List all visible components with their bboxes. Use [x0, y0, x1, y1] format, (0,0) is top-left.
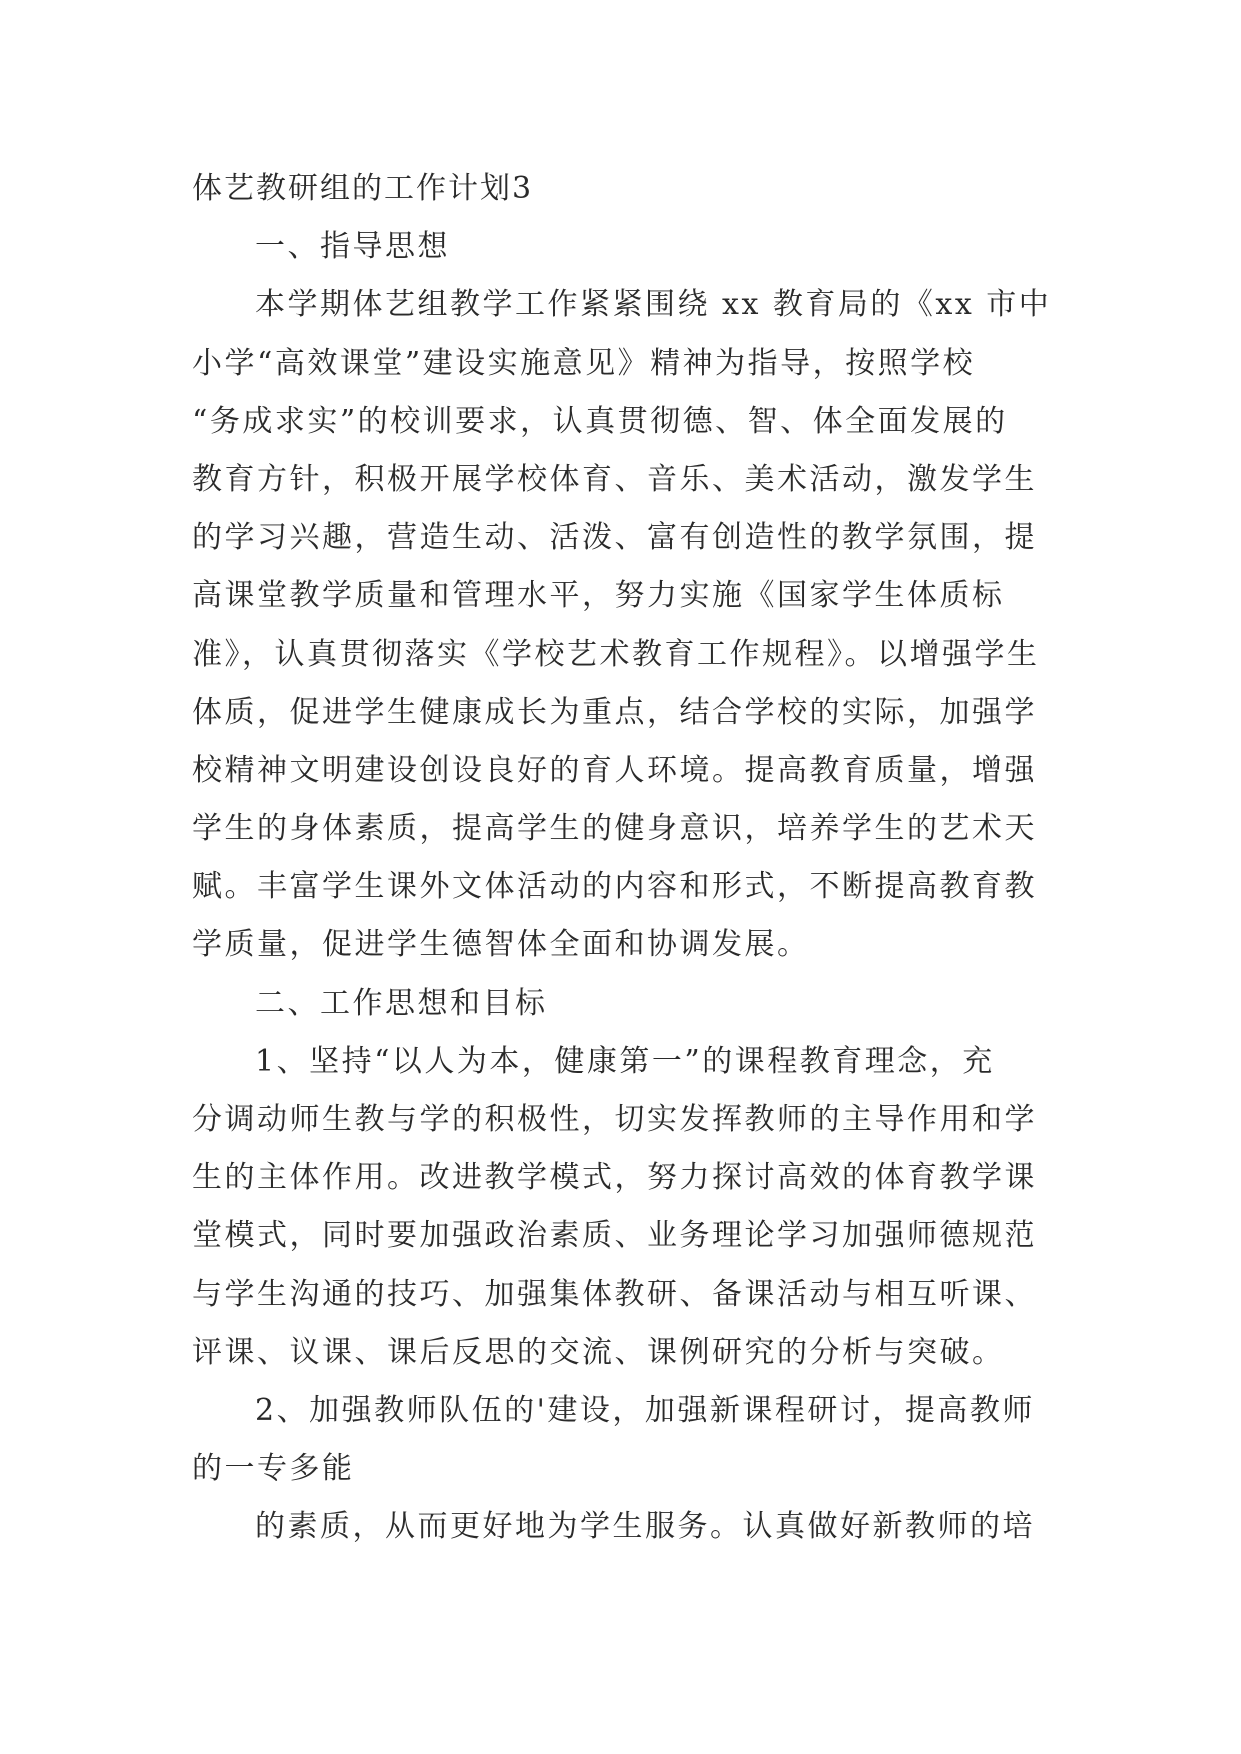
paragraph-line: 的素质，从而更好地为学生服务。认真做好新教师的培 [255, 1509, 1035, 1545]
section-heading-work-goals: 二、工作思想和目标 [255, 985, 548, 1021]
paragraph-line: 的一专多能 [192, 1451, 355, 1487]
paragraph-line: 赋。丰富学生课外文体活动的内容和形式，不断提高教育教 [192, 869, 1037, 905]
paragraph-line: 校精神文明建设创设良好的育人环境。提高教育质量，增强 [192, 752, 1037, 788]
paragraph-line: 的学习兴趣，营造生动、活泼、富有创造性的教学氛围，提 [192, 520, 1037, 556]
paragraph-line: 小学“高效课堂”建设实施意见》精神为指导，按照学校 [192, 345, 976, 381]
paragraph-line: 准》，认真贯彻落实《学校艺术教育工作规程》。以增强学生 [192, 636, 1040, 672]
paragraph-line: 1、坚持“以人为本，健康第一”的课程教育理念，充 [255, 1043, 995, 1079]
paragraph-line: 分调动师生教与学的积极性，切实发挥教师的主导作用和学 [192, 1102, 1037, 1137]
paragraph-line: 生的主体作用。改进教学模式，努力探讨高效的体育教学课 [192, 1160, 1037, 1196]
paragraph-line: 学质量，促进学生德智体全面和协调发展。 [192, 927, 810, 963]
document-title: 体艺教研组的工作计划3 [192, 171, 534, 206]
document-body [192, 160, 1052, 1557]
paragraph-line: 学生的身体素质，提高学生的健身意识，培养学生的艺术天 [192, 811, 1037, 847]
paragraph-line: 高课堂教学质量和管理水平，努力实施《国家学生体质标 [192, 578, 1005, 614]
paragraph-line: 2、加强教师队伍的'建设，加强新课程研讨，提高教师 [255, 1392, 1035, 1428]
paragraph-line: 体质，促进学生健康成长为重点，结合学校的实际，加强学 [192, 694, 1037, 730]
section-heading-guiding-ideology: 一、指导思想 [255, 229, 450, 265]
paragraph-line: 评课、议课、课后反思的交流、课例研究的分析与突破。 [192, 1334, 1005, 1370]
paragraph-line: 堂模式，同时要加强政治素质、业务理论学习加强师德规范 [192, 1218, 1037, 1254]
paragraph-line: 与学生沟通的技巧、加强集体教研、备课活动与相互听课、 [192, 1276, 1037, 1312]
paragraph-line: 教育方针，积极开展学校体育、音乐、美术活动，激发学生 [192, 461, 1037, 497]
paragraph-line: “务成求实”的校训要求，认真贯彻德、智、体全面发展的 [192, 403, 1008, 439]
paragraph-line: 本学期体艺组教学工作紧紧围绕 xx 教育局的《xx 市中 [255, 287, 1052, 323]
